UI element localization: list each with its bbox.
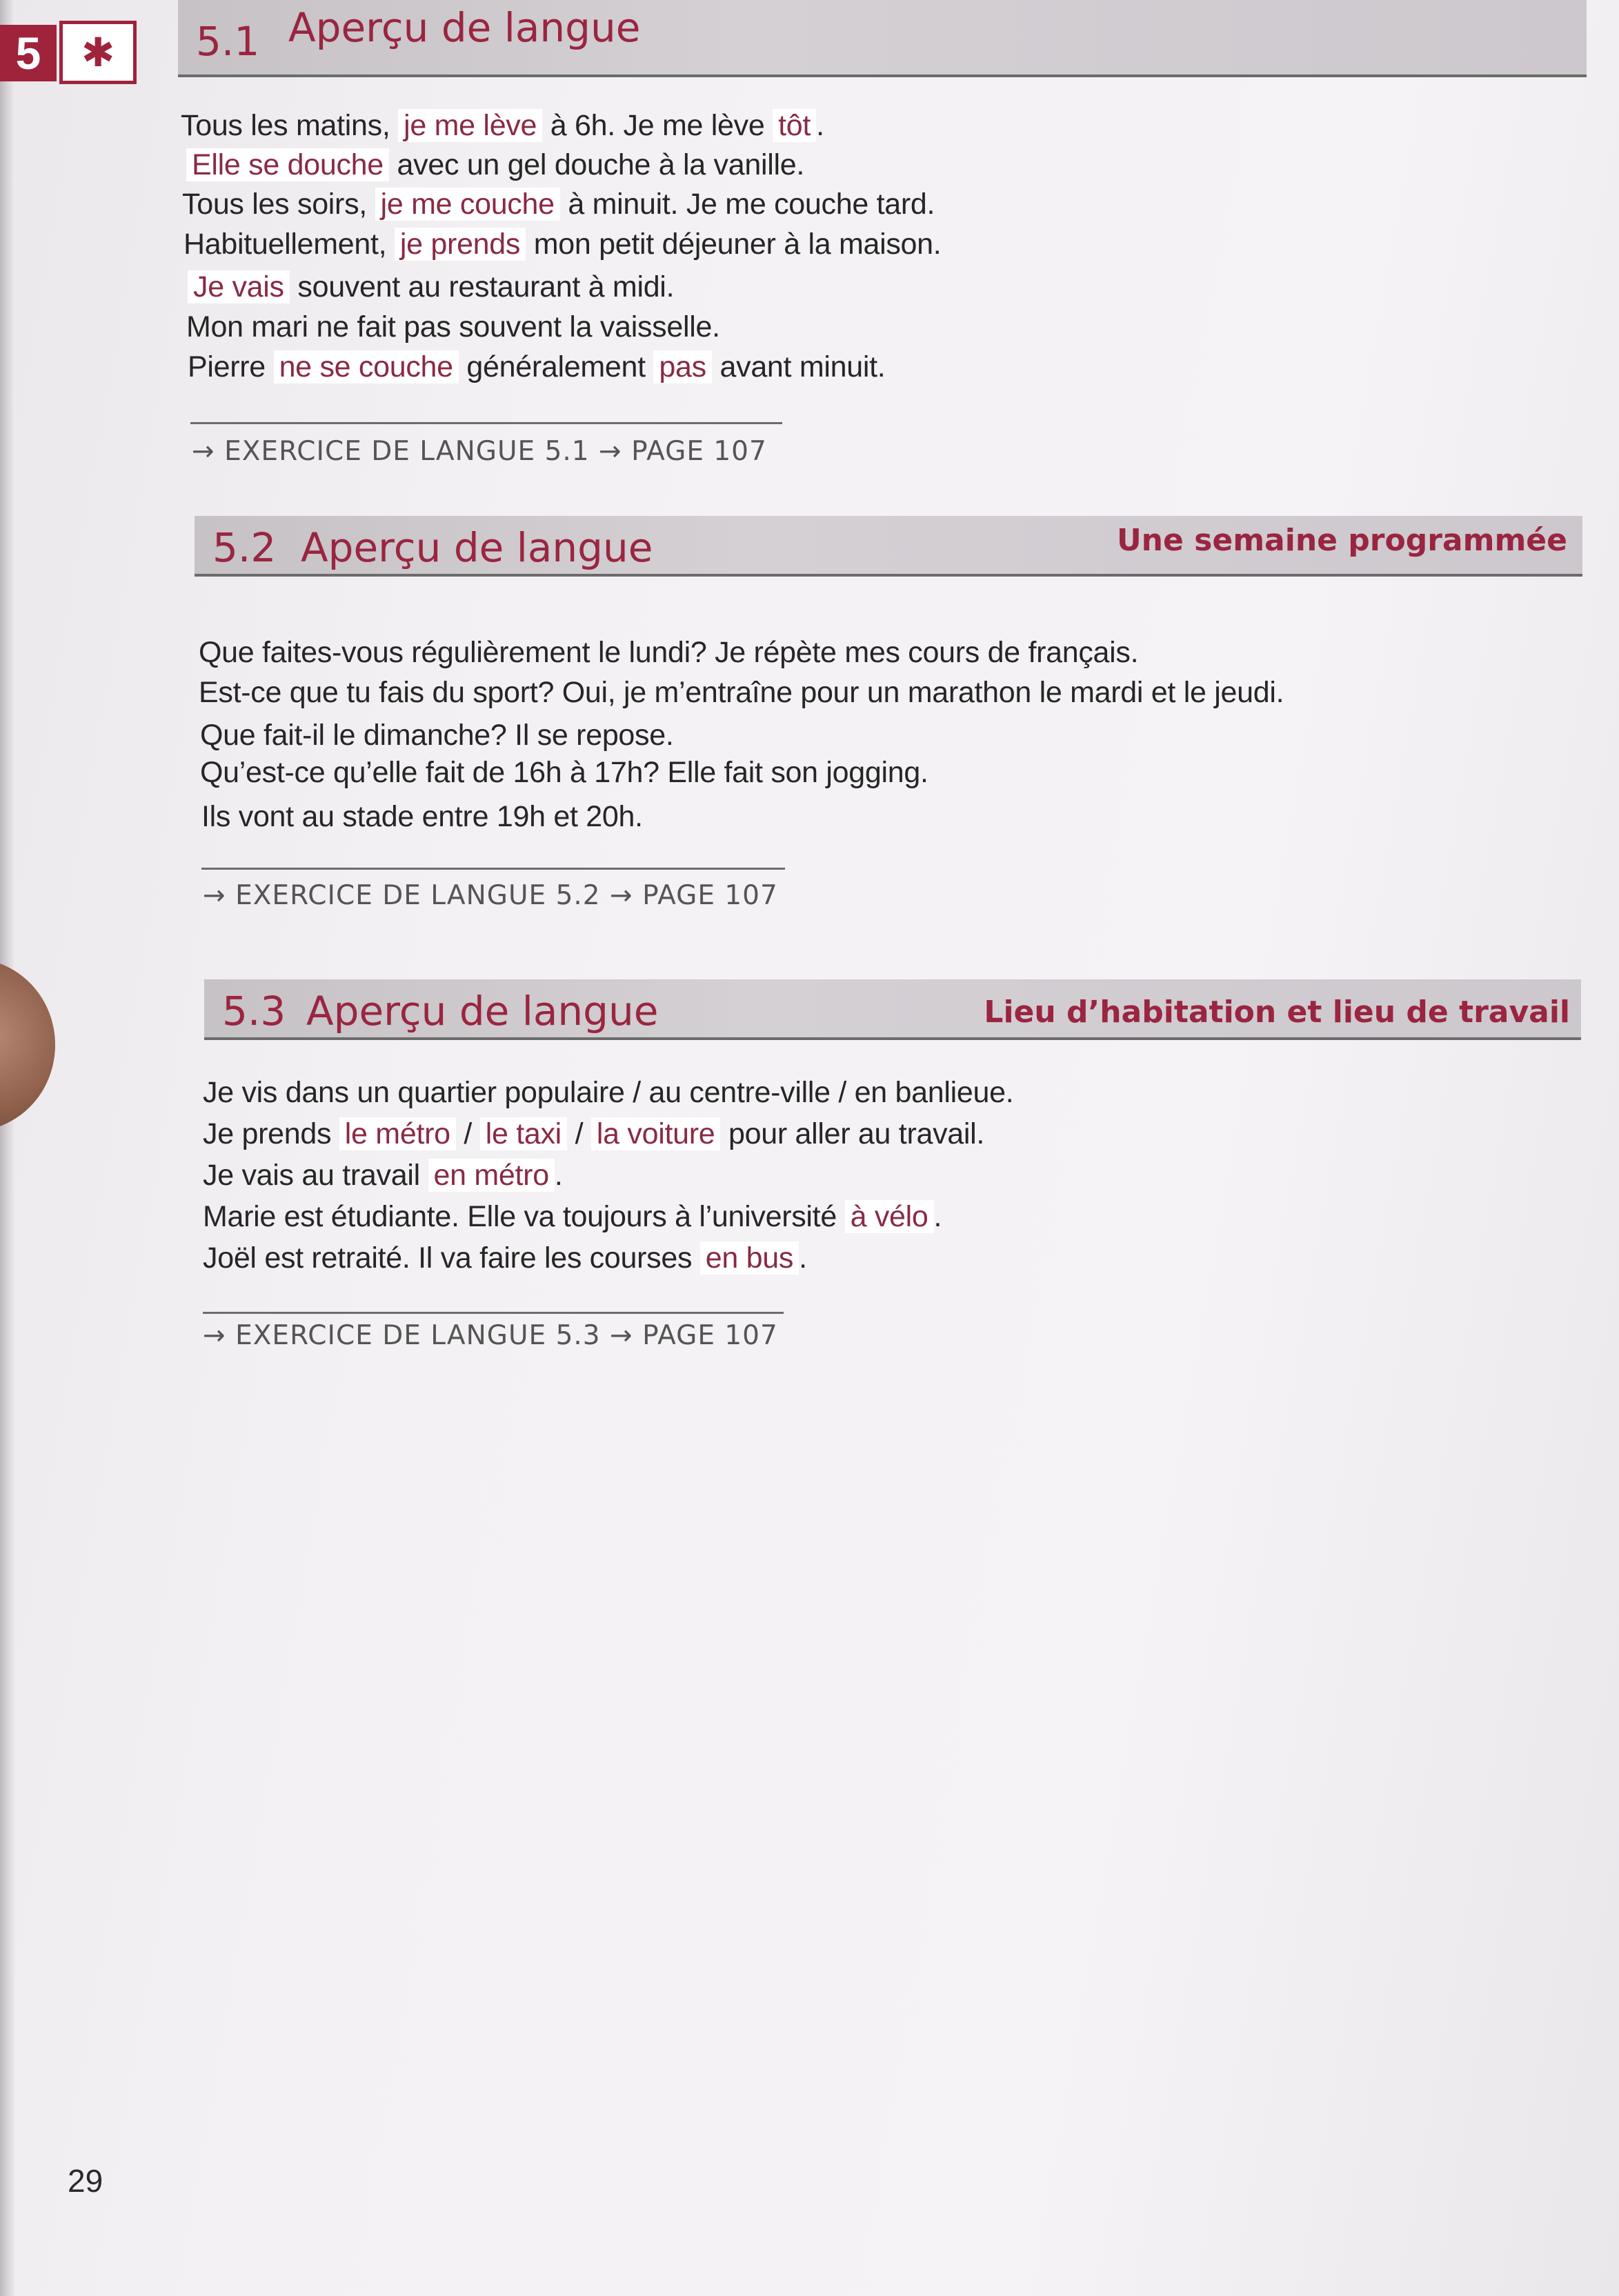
example-line bbox=[203, 1200, 942, 1234]
highlighted-answer: je me couche bbox=[375, 188, 560, 221]
divider-rule bbox=[203, 1312, 784, 1314]
section-header-5-2 bbox=[195, 516, 1582, 577]
example-line bbox=[199, 676, 1284, 710]
exercise-reference-5-3[interactable]: → EXERCICE DE LANGUE 5.3 → PAGE 107 bbox=[203, 1320, 778, 1351]
section-number: 5.2 bbox=[212, 524, 277, 571]
highlighted-answer: en bus bbox=[700, 1241, 799, 1275]
line-text: / bbox=[566, 1117, 591, 1150]
highlighted-answer: je me lève bbox=[398, 109, 542, 142]
example-line bbox=[203, 1241, 807, 1275]
highlighted-answer: Je vais bbox=[188, 270, 290, 303]
highlighted-answer: la voiture bbox=[591, 1117, 720, 1150]
line-text: . bbox=[933, 1200, 942, 1233]
example-line bbox=[203, 1076, 1013, 1110]
highlighted-answer: pas bbox=[653, 350, 711, 383]
highlighted-answer: je prends bbox=[395, 228, 526, 261]
section-subtitle: Une semaine programmée bbox=[1116, 523, 1567, 558]
section-title: Aperçu de langue bbox=[288, 4, 641, 51]
line-text: Habituellement, bbox=[183, 228, 395, 261]
example-line bbox=[203, 1117, 984, 1151]
exercise-reference-5-2[interactable]: → EXERCICE DE LANGUE 5.2 → PAGE 107 bbox=[203, 880, 778, 911]
thumb bbox=[0, 959, 55, 1131]
line-text: Tous les matins, bbox=[181, 109, 399, 142]
highlighted-answer: Elle se douche bbox=[186, 148, 389, 181]
highlighted-answer: le taxi bbox=[480, 1117, 567, 1150]
example-line bbox=[201, 800, 643, 834]
section-subtitle: Lieu d’habitation et lieu de travail bbox=[984, 995, 1570, 1030]
chapter-number-badge: 5 bbox=[0, 25, 57, 81]
line-text: Je vais au travail bbox=[203, 1159, 428, 1192]
example-line bbox=[183, 228, 941, 261]
line-text: mon petit déjeuner à la maison. bbox=[526, 228, 942, 261]
line-text: Joël est retraité. Il va faire les courses bbox=[203, 1241, 700, 1275]
divider-rule bbox=[201, 868, 785, 870]
line-text: Ils vont au stade entre 19h et 20h. bbox=[201, 800, 643, 833]
example-line bbox=[200, 756, 928, 790]
line-text: Marie est étudiante. Elle va toujours à l’université bbox=[203, 1200, 845, 1233]
section-number: 5.3 bbox=[222, 988, 286, 1035]
section-header-5-1 bbox=[178, 0, 1587, 77]
line-text: avec un gel douche à la vanille. bbox=[388, 148, 804, 181]
puzzle-icon: ✱ bbox=[59, 21, 137, 84]
line-text: Est-ce que tu fais du sport? Oui, je m’entraîne pour un marathon le mardi et le jeudi. bbox=[199, 676, 1284, 709]
highlighted-answer: à vélo bbox=[845, 1200, 934, 1233]
line-text: pour aller au travail. bbox=[720, 1117, 985, 1150]
line-text: Que fait-il le dimanche? Il se repose. bbox=[200, 719, 674, 752]
line-text: avant minuit. bbox=[711, 350, 886, 383]
divider-rule bbox=[190, 422, 782, 424]
line-text: Que faites-vous régulièrement le lundi? Je répète mes cours de français. bbox=[199, 636, 1139, 669]
line-text: Pierre bbox=[188, 350, 274, 383]
highlighted-answer: en métro bbox=[428, 1159, 555, 1192]
section-header-5-3 bbox=[204, 979, 1581, 1040]
line-text: à 6h. Je me lève bbox=[542, 109, 773, 142]
page-number: 29 bbox=[68, 2163, 103, 2199]
example-line bbox=[188, 350, 885, 384]
line-text: / bbox=[455, 1117, 480, 1150]
line-text: Je prends bbox=[203, 1117, 339, 1150]
page-binding-edge bbox=[0, 0, 15, 2296]
example-line bbox=[188, 270, 674, 304]
line-text: Qu’est-ce qu’elle fait de 16h à 17h? Elle fait son jogging. bbox=[200, 756, 928, 789]
exercise-reference-5-1[interactable]: → EXERCICE DE LANGUE 5.1 → PAGE 107 bbox=[192, 436, 767, 467]
line-text: . bbox=[799, 1241, 807, 1275]
section-title: Aperçu de langue bbox=[306, 988, 659, 1035]
section-number: 5.1 bbox=[196, 18, 260, 65]
line-text: Tous les soirs, bbox=[182, 188, 375, 221]
line-text: souvent au restaurant à midi. bbox=[289, 270, 675, 303]
example-line bbox=[186, 148, 804, 182]
line-text: Je vis dans un quartier populaire / au centre-ville / en banlieue. bbox=[203, 1076, 1014, 1109]
example-line bbox=[200, 719, 674, 752]
line-text: Mon mari ne fait pas souvent la vaisselle. bbox=[186, 310, 720, 343]
example-line bbox=[182, 188, 935, 221]
example-line bbox=[199, 636, 1138, 670]
highlighted-answer: le métro bbox=[339, 1117, 456, 1150]
line-text: . bbox=[554, 1159, 563, 1192]
line-text: généralement bbox=[458, 350, 654, 383]
highlighted-answer: tôt bbox=[773, 109, 816, 142]
section-title: Aperçu de langue bbox=[301, 524, 653, 571]
example-line bbox=[181, 109, 824, 143]
example-line bbox=[186, 310, 720, 344]
line-text: . bbox=[816, 109, 824, 142]
example-line bbox=[203, 1159, 562, 1192]
highlighted-answer: ne se couche bbox=[274, 350, 459, 383]
line-text: à minuit. Je me couche tard. bbox=[559, 188, 935, 221]
